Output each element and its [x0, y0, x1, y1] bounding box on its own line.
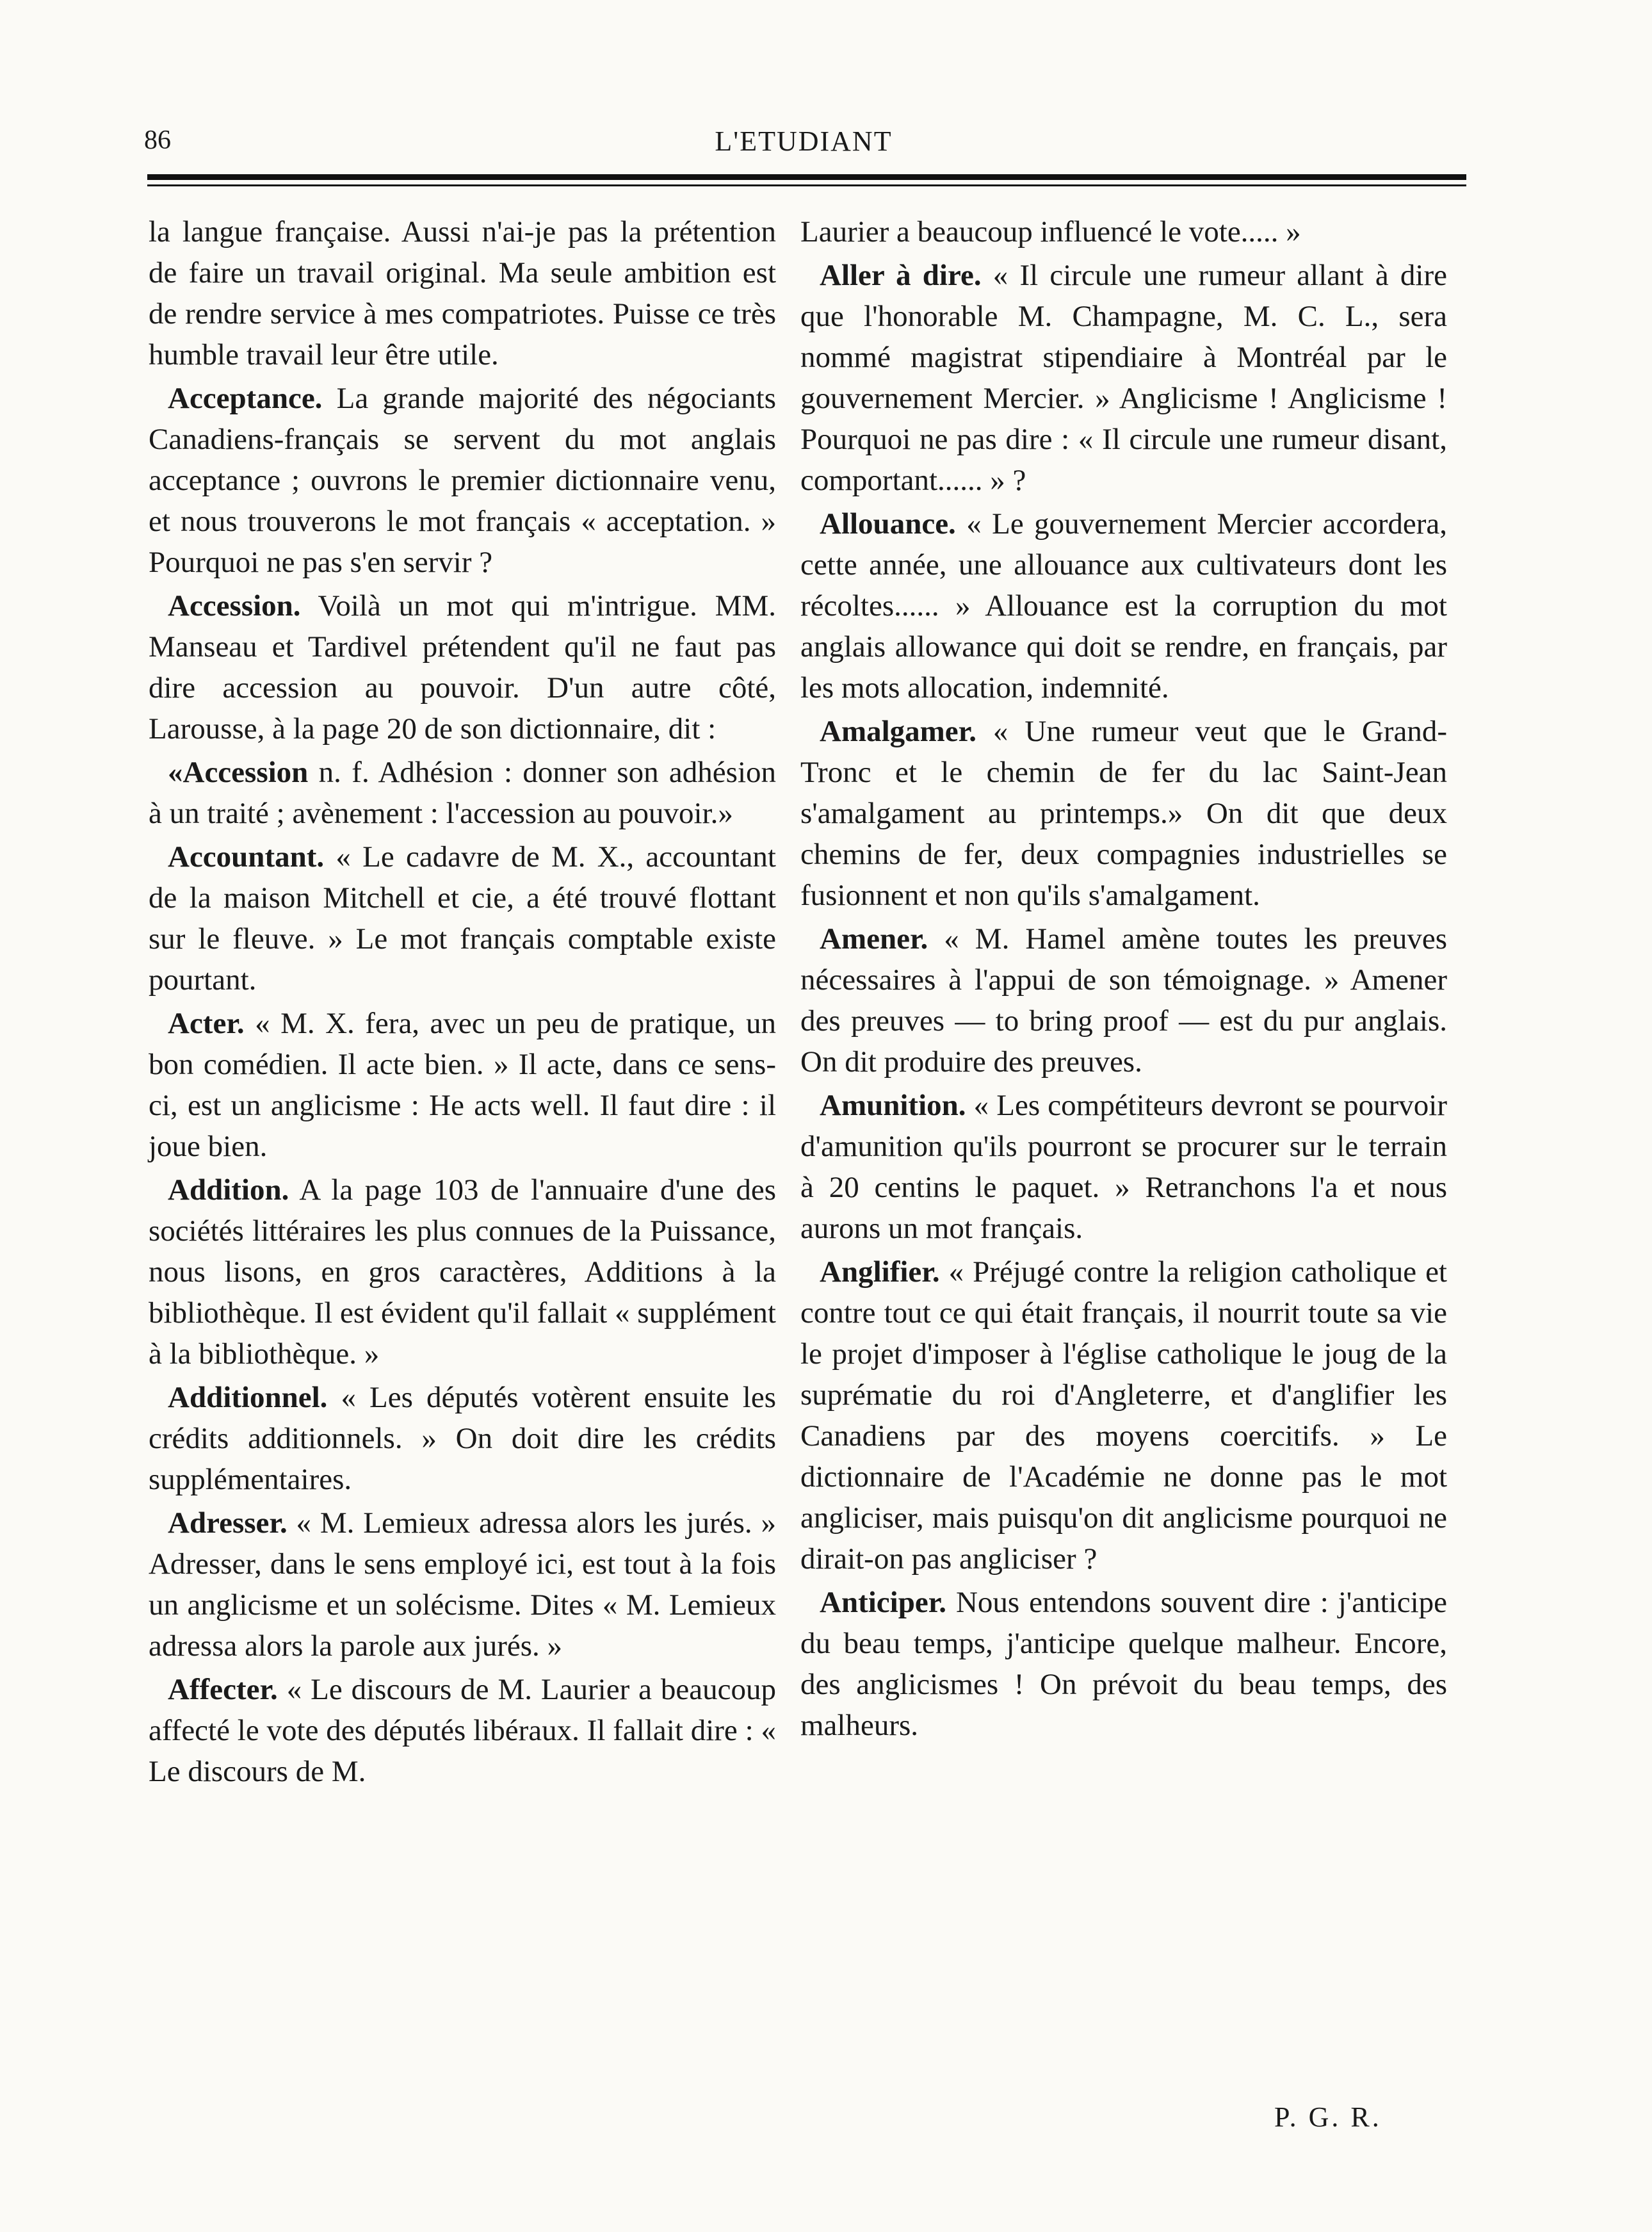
headword: Accession.: [168, 589, 301, 623]
entry-text: « Une rumeur veut que le Grand-Tronc et le chemin de fer du lac Saint-Jean s'amalgament au printemps.» On dit que deux chemins de fer, deux compagnies industrielles se fusionnent et non qu'ils s'amalgament.: [800, 715, 1447, 912]
entry-text: « Préjugé contre la religion catholique et contre tout ce qui était français, il nourrit toute sa vie le projet d'imposer à l'église catholique le joug de la suprématie du roi d'Angleterre, et d'anglifier les Canadiens par des moyens coercitifs. » Le dictionnaire de l'Académie ne donne pas le mot angliciser, mais puisqu'on dit anglicisme pourquoi ne dirait-on pas angliciser ?: [800, 1255, 1447, 1576]
headword: Allouance.: [820, 507, 956, 541]
headword: Anticiper.: [820, 1586, 947, 1619]
entry: [800, 1582, 1447, 1746]
headword: Adresser.: [168, 1506, 287, 1540]
entry-text: Laurier a beaucoup influencé le vote..... »: [800, 215, 1301, 248]
headword: «Accession: [168, 756, 309, 789]
headword: Accountant.: [168, 840, 325, 874]
entry-text: « Il circule une rumeur allant à dire que l'honorable M. Champagne, M. C. L., sera nommé magistrat stipendiaire à Montréal par le gouvernement Mercier. » Anglicisme ! Anglicisme ! Pourquoi ne pas dire : « Il circule une rumeur disant, comportant...... » ?: [800, 259, 1447, 497]
entry: [800, 1251, 1447, 1579]
entry-text: A la page 103 de l'annuaire d'une des sociétés littéraires les plus connues de la Puissance, nous lisons, en gros caractères, Additions à la bibliothèque. Il est évident qu'il fallait « supplément à la bibliothèque. »: [149, 1173, 776, 1371]
entry: [800, 255, 1447, 501]
entry: [800, 918, 1447, 1082]
entry: [149, 752, 776, 834]
entry: [800, 711, 1447, 916]
entry-text: « Le gouvernement Mercier accordera, cette année, une allouance aux cultivateurs dont les récoltes...... » Allouance est la corruption du mot anglais allowance qui doit se rendre, en français, par les mots allocation, indemnité.: [800, 507, 1447, 705]
entry: [149, 1503, 776, 1666]
running-title: L'ETUDIANT: [715, 126, 893, 157]
entry: [149, 836, 776, 1000]
entry-text: n. f. Adhésion : donner son adhésion à un traité ; avènement : l'accession au pouvoir.»: [149, 756, 776, 830]
entry-text: « M. Hamel amène toutes les preuves nécessaires à l'appui de son témoignage. » Amener des preuves — to bring proof — est du pur anglais. On dit produire des preuves.: [800, 922, 1447, 1079]
entry-text: « Les députés votèrent ensuite les crédits additionnels. » On doit dire les crédits supplémentaires.: [149, 1381, 776, 1496]
headword: Aller à dire.: [820, 259, 982, 292]
headword: Anglifier.: [820, 1255, 940, 1289]
entry-text: Nous entendons souvent dire : j'anticipe du beau temps, j'anticipe quelque malheur. Encore, des anglicismes ! On prévoit du beau temps, des malheurs.: [800, 1586, 1447, 1742]
paragraph: [800, 211, 1447, 252]
page-number: 86: [144, 126, 171, 155]
paragraph: [149, 211, 776, 375]
entry: [149, 585, 776, 749]
headword: Amalgamer.: [820, 715, 976, 748]
entry: [149, 1669, 776, 1792]
entry: [149, 1003, 776, 1167]
headword: Addition.: [168, 1173, 289, 1207]
entry: [149, 1377, 776, 1500]
entry-text: « Le cadavre de M. X., accountant de la maison Mitchell et cie, a été trouvé flottant sur le fleuve. » Le mot français comptable existe pourtant.: [149, 840, 776, 997]
headword: Acceptance.: [168, 382, 323, 415]
entry-text: Voilà un mot qui m'intrigue. MM. Manseau et Tardivel prétendent qu'il ne faut pas dire accession au pouvoir. D'un autre côté, Larousse, à la page 20 de son dictionnaire, dit :: [149, 589, 776, 745]
entry: [800, 1085, 1447, 1249]
headword: Acter.: [168, 1007, 245, 1040]
header-rule-thick: [147, 174, 1466, 180]
entry: [149, 1169, 776, 1374]
entry-text: « Le discours de M. Laurier a beaucoup affecté le vote des députés libéraux. Il fallait dire : « Le discours de M.: [149, 1673, 776, 1788]
entry-text: La grande majorité des négociants Canadiens-français se servent du mot anglais acceptance ; ouvrons le premier dictionnaire venu, et nous trouverons le mot français « acceptation. » Pourquoi ne pas s'en servir ?: [149, 382, 776, 579]
header-rule-thin: [147, 184, 1466, 186]
entry-text: « M. X. fera, avec un peu de pratique, un bon comédien. Il acte bien. » Il acte, dans ce sens-ci, est un anglicisme : He acts well. Il faut dire : il joue bien.: [149, 1007, 776, 1163]
page-header: [144, 125, 1463, 170]
entry-text: « M. Lemieux adressa alors les jurés. » Adresser, dans le sens employé ici, est tout à la fois un anglicisme et un solécisme. Dites « M. Lemieux adressa alors la parole aux jurés. »: [149, 1506, 776, 1663]
left-column: [149, 211, 776, 1795]
entry-text: la langue française. Aussi n'ai-je pas la prétention de faire un travail original. Ma seule ambition est de rendre service à mes compatriotes. Puisse ce très humble travail leur être utile.: [149, 215, 776, 371]
right-column: [800, 211, 1447, 1748]
headword: Affecter.: [168, 1673, 278, 1706]
entry: [800, 503, 1447, 708]
entry-text: « Les compétiteurs devront se pourvoir d'amunition qu'ils pourront se procurer sur le terrain à 20 centins le paquet. » Retranchons l'a et nous aurons un mot français.: [800, 1089, 1447, 1245]
author-signature: P. G. R.: [1274, 2101, 1382, 2133]
headword: Amener.: [820, 922, 928, 956]
entry: [149, 378, 776, 583]
headword: Additionnel.: [168, 1381, 328, 1414]
headword: Amunition.: [820, 1089, 966, 1122]
